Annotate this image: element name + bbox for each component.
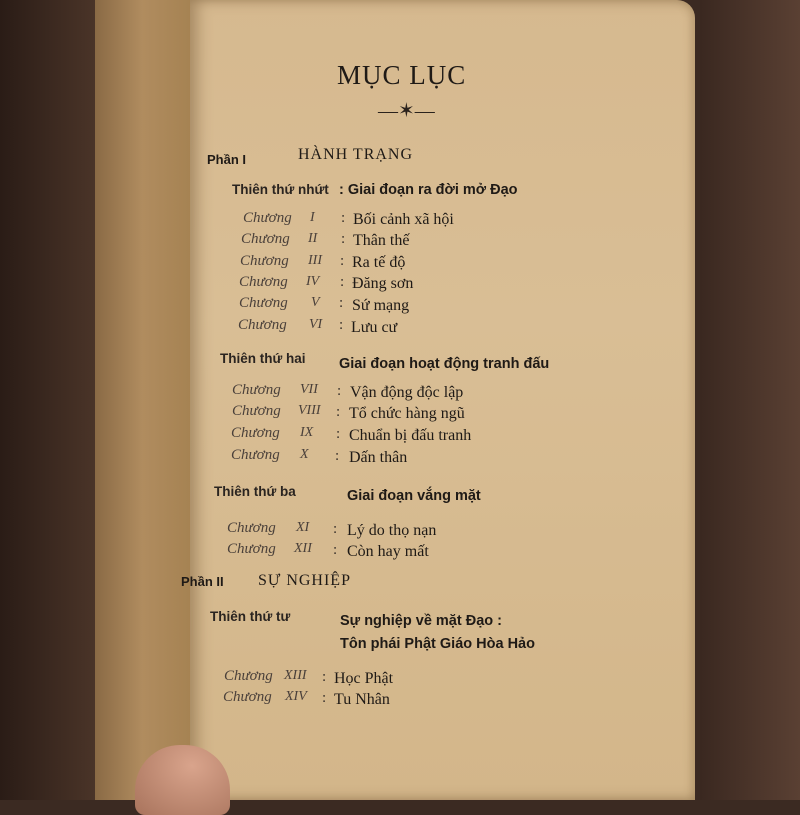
chapter-label: Chương — [227, 541, 276, 557]
chapter-title: Lý do thọ nạn — [347, 522, 437, 539]
chapter-separator: : — [341, 210, 346, 226]
section-title: Giai đoạn hoạt động tranh đấu — [339, 356, 550, 372]
chapter-number: X — [300, 447, 309, 462]
table-surface-right — [700, 0, 800, 800]
chapter-separator: : — [333, 542, 338, 558]
chapter-separator: : — [337, 383, 342, 399]
chapter-label: Chương — [224, 668, 273, 684]
section-label: Thiên thứ hai — [220, 351, 306, 366]
chapter-title: Lưu cư — [351, 319, 398, 336]
section-label: Thiên thứ nhứt — [232, 182, 329, 197]
chapter-separator: : — [339, 317, 344, 333]
chapter-separator: : — [336, 426, 341, 442]
chapter-number: III — [308, 253, 322, 268]
chapter-number: VI — [309, 317, 323, 332]
chapter-label: Chương — [243, 210, 292, 226]
chapter-number: VII — [300, 382, 318, 397]
chapter-separator: : — [333, 521, 338, 537]
part-label: Phần II — [181, 574, 224, 589]
chapter-label: Chương — [231, 447, 280, 463]
chapter-label: Chương — [223, 689, 272, 705]
chapter-number: XI — [296, 520, 310, 535]
table-surface-left — [0, 0, 95, 800]
section-subtitle: Tôn phái Phật Giáo Hòa Hảo — [340, 636, 535, 652]
chapter-separator: : — [340, 253, 345, 269]
chapter-number: XII — [294, 541, 312, 556]
chapter-label: Chương — [232, 382, 281, 398]
chapter-separator: : — [322, 669, 327, 685]
chapter-title: Học Phật — [334, 670, 394, 687]
chapter-title: Chuẩn bị đấu tranh — [349, 427, 472, 444]
chapter-separator: : — [340, 274, 345, 290]
chapter-title: Đăng sơn — [352, 275, 414, 292]
chapter-title: Tổ chức hàng ngũ — [349, 405, 465, 422]
chapter-number: XIV — [285, 689, 307, 704]
chapter-separator: : — [335, 448, 340, 464]
chapter-number: V — [311, 295, 320, 310]
part-label: Phần I — [207, 152, 247, 167]
chapter-label: Chương — [238, 317, 287, 333]
chapter-label: Chương — [227, 520, 276, 536]
ornament-icon: —✶— — [378, 100, 435, 122]
chapter-separator: : — [339, 295, 344, 311]
section-label: Thiên thứ ba — [214, 484, 296, 499]
chapter-title: Vận động độc lập — [350, 384, 464, 401]
chapter-number: IX — [300, 425, 314, 440]
chapter-label: Chương — [239, 295, 288, 311]
chapter-label: Chương — [240, 253, 289, 269]
chapter-label: Chương — [239, 274, 288, 290]
chapter-number: IV — [306, 274, 320, 289]
part-name: SỰ NGHIỆP — [258, 572, 351, 589]
chapter-separator: : — [336, 404, 341, 420]
chapter-title: Bối cảnh xã hội — [353, 211, 454, 228]
part-name: HÀNH TRẠNG — [298, 146, 414, 163]
chapter-label: Chương — [232, 403, 281, 419]
chapter-title: Dấn thân — [349, 449, 408, 466]
section-label: Thiên thứ tư — [210, 609, 291, 624]
chapter-number: I — [310, 210, 315, 225]
chapter-label: Chương — [241, 231, 290, 247]
chapter-number: II — [308, 231, 318, 246]
chapter-separator: : — [322, 690, 327, 706]
chapter-title: Tu Nhân — [334, 691, 390, 708]
section-title: Giai đoạn vắng mặt — [347, 488, 481, 504]
chapter-title: Thân thế — [353, 232, 410, 249]
chapter-separator: : — [341, 231, 346, 247]
chapter-label: Chương — [231, 425, 280, 441]
section-title: Sự nghiệp về mặt Đạo : — [340, 613, 502, 629]
chapter-number: XIII — [284, 668, 307, 683]
chapter-title: Còn hay mất — [347, 543, 429, 560]
section-title: : Giai đoạn ra đời mở Đạo — [339, 182, 518, 198]
chapter-number: VIII — [298, 403, 321, 418]
chapter-title: Ra tế độ — [352, 254, 406, 271]
page-title: MỤC LỤC — [337, 60, 467, 90]
chapter-title: Sứ mạng — [352, 297, 410, 314]
